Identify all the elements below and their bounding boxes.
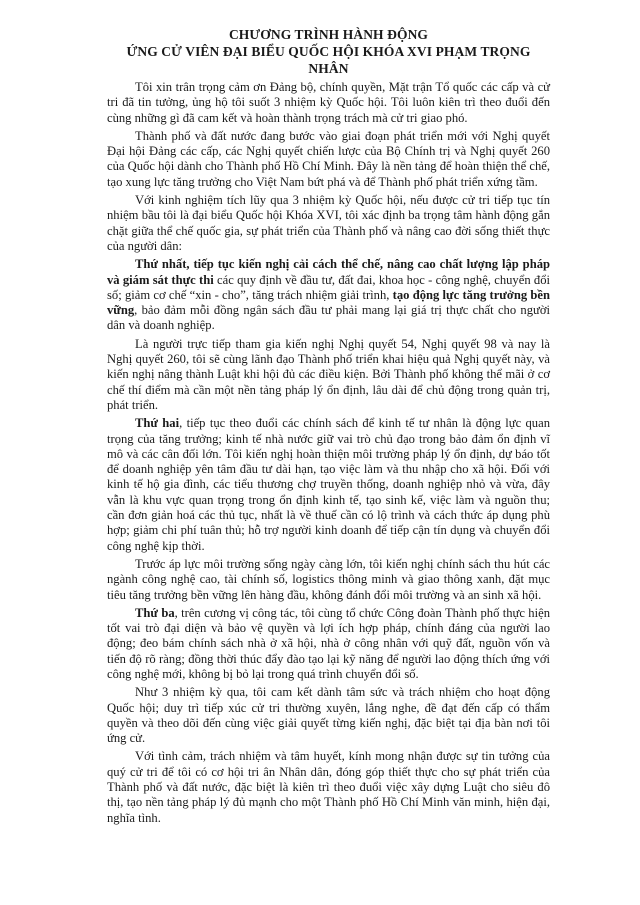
- first-priority-text-end: , bảo đảm mỗi đồng ngân sách đầu tư phải mang lại giá trị thực chất cho người dân và doanh nghiệp.: [107, 303, 550, 333]
- paragraph-commitment: Như 3 nhiệm kỳ qua, tôi cam kết dành tâm sức và trách nhiệm cho hoạt động Quốc hội; duy trì tiếp xúc cử tri thường xuyên, lắng nghe, đề đạt đến cấp có thẩm quyền và theo dõi đến cùng việc giải quyết từng kiến nghị, đặc biệt tại địa bàn nơi tôi ứng cử.: [107, 685, 550, 746]
- first-priority-heading: Thứ nhất, tiếp tục kiến nghị cải cách thể chế, nâng cao chất lượng lập pháp và giám sát thực thi: [107, 257, 550, 287]
- paragraph-second-priority: [107, 416, 550, 554]
- paragraph-thanks: Tôi xin trân trọng cảm ơn Đảng bộ, chính quyền, Mặt trận Tổ quốc các cấp và cử tri đã tin tưởng, ủng hộ tôi suốt 3 nhiệm kỳ Quốc hội. Tôi luôn kiên trì theo đuổi đến cùng những gì đã cam kết và hoàn thành trọng trách mà cử tri giao phó.: [107, 80, 550, 125]
- third-priority-heading: Thứ ba: [135, 605, 175, 620]
- paragraph-closing: Với tình cảm, trách nhiệm và tâm huyết, kính mong nhận được sự tin tưởng của quý cử tri để tôi có cơ hội tri ân Nhân dân, đóng góp thiết thực cho sự phát triển của Thành phố và đất nước, đặc biệt là kiên trì theo đuổi việc xây dựng Luật cho siêu đô thị, tạo nền tảng pháp lý đủ mạnh cho một Thành phố Hồ Chí Minh văn minh, hiện đại, nghĩa tình.: [107, 749, 550, 825]
- second-priority-text: , tiếp tục theo đuổi các chính sách để kinh tế tư nhân là động lực quan trọng của tăng trưởng; kinh tế nhà nước giữ vai trò chủ đạo trong bảo đảm ổn định vĩ mô và các cân đối lớn. Tôi kiến nghị hoàn thiện môi trường pháp lý ổn định, dự báo tốt để doanh nghiệp yên tâm đầu tư dài hạn, tạo việc làm và thu nhập cho xã hội. Đối với kinh tế hộ gia đình, các tiểu thương chợ truyền thống, doanh nghiệp nhỏ và vừa, đây vẫn là khu vực quan trọng trong ổn định kinh tế, tạo sinh kế, việc làm và nguồn thu; cần đơn giản hoá các thủ tục, nhất là về thuế cần có lộ trình và cách thức áp dụng phù hợp; giảm chi phí tuân thủ; hỗ trợ người kinh doanh để tiếp cận tín dụng và chuyển đổi công nghệ kịp thời.: [107, 416, 550, 553]
- paragraph-environment: Trước áp lực môi trường sống ngày càng lớn, tôi kiến nghị chính sách thu hút các ngành công nghệ cao, tài chính số, logistics thông minh và giao thông xanh, đặt mục tiêu tăng trưởng bền vững lên hàng đầu, không đánh đổi môi trường và an sinh xã hội.: [107, 556, 550, 602]
- first-priority-emphasis: tạo động lực tăng trưởng bền vững: [107, 287, 550, 318]
- first-priority-text: các quy định về đầu tư, đất đai, khoa học - công nghệ, chuyển đổi số; giảm cơ chế “xin - cho”, tăng trách nhiệm giải trình,: [107, 272, 550, 302]
- paragraph-third-priority: [107, 606, 550, 682]
- paragraph-first-priority: [107, 257, 550, 333]
- paragraph-context: Thành phố và đất nước đang bước vào giai đoạn phát triển mới với Nghị quyết Đại hội Đảng các cấp, các Nghị quyết chiến lược của Bộ Chính trị và Nghị quyết 260 của Quốc hội dành cho Thành phố Hồ Chí Minh. Đây là nền tảng để hoàn thiện thể chế, tạo xung lực tăng trưởng cho Việt Nam bứt phá và để Thành phố phát triển xứng tầm.: [107, 128, 550, 189]
- second-priority-heading: Thứ hai: [135, 416, 180, 431]
- document-subtitle: ỨNG CỬ VIÊN ĐẠI BIỂU QUỐC HỘI KHÓA XVI PHẠM TRỌNG NHÂN: [126, 44, 531, 76]
- paragraph-resolutions: Là người trực tiếp tham gia kiến nghị Nghị quyết 54, Nghị quyết 98 và nay là Nghị quyết 260, tôi sẽ cùng lãnh đạo Thành phố triển khai hiệu quả Nghị quyết này, và kiến nghị nâng thành Luật khi hội đủ các điều kiện. Bởi Thành phố không thể mãi ở cơ chế thí điểm mà cần một nền tảng pháp lý ổn định, lâu dài để chủ động trong quản trị, phát triển.: [107, 336, 550, 412]
- paragraph-priorities-intro: Với kinh nghiệm tích lũy qua 3 nhiệm kỳ Quốc hội, nếu được cử tri tiếp tục tín nhiệm bầu tôi là đại biểu Quốc hội Khóa XVI, tôi xác định ba trọng tâm hành động gắn chặt giữa thể chế quốc gia, sự phát triển của Thành phố và nâng cao đời sống thiết thực của người dân:: [107, 193, 550, 253]
- document-title: CHƯƠNG TRÌNH HÀNH ĐỘNG: [228, 27, 429, 42]
- third-priority-text: , trên cương vị công tác, tôi cùng tổ chức Công đoàn Thành phố thực hiện tốt vai trò đại diện và bảo vệ quyền và lợi ích hợp pháp, chính đáng của người lao động; đeo bám chính sách nhà ở xã hội, nhà ở công nhân với quỹ đất, nguồn vốn và tiến độ rõ ràng; đồng thời thúc đẩy đào tạo lại kỹ năng để người lao động thích ứng với công nghệ mới, không bị bỏ lại trong quá trình chuyển đổi số.: [107, 605, 550, 681]
